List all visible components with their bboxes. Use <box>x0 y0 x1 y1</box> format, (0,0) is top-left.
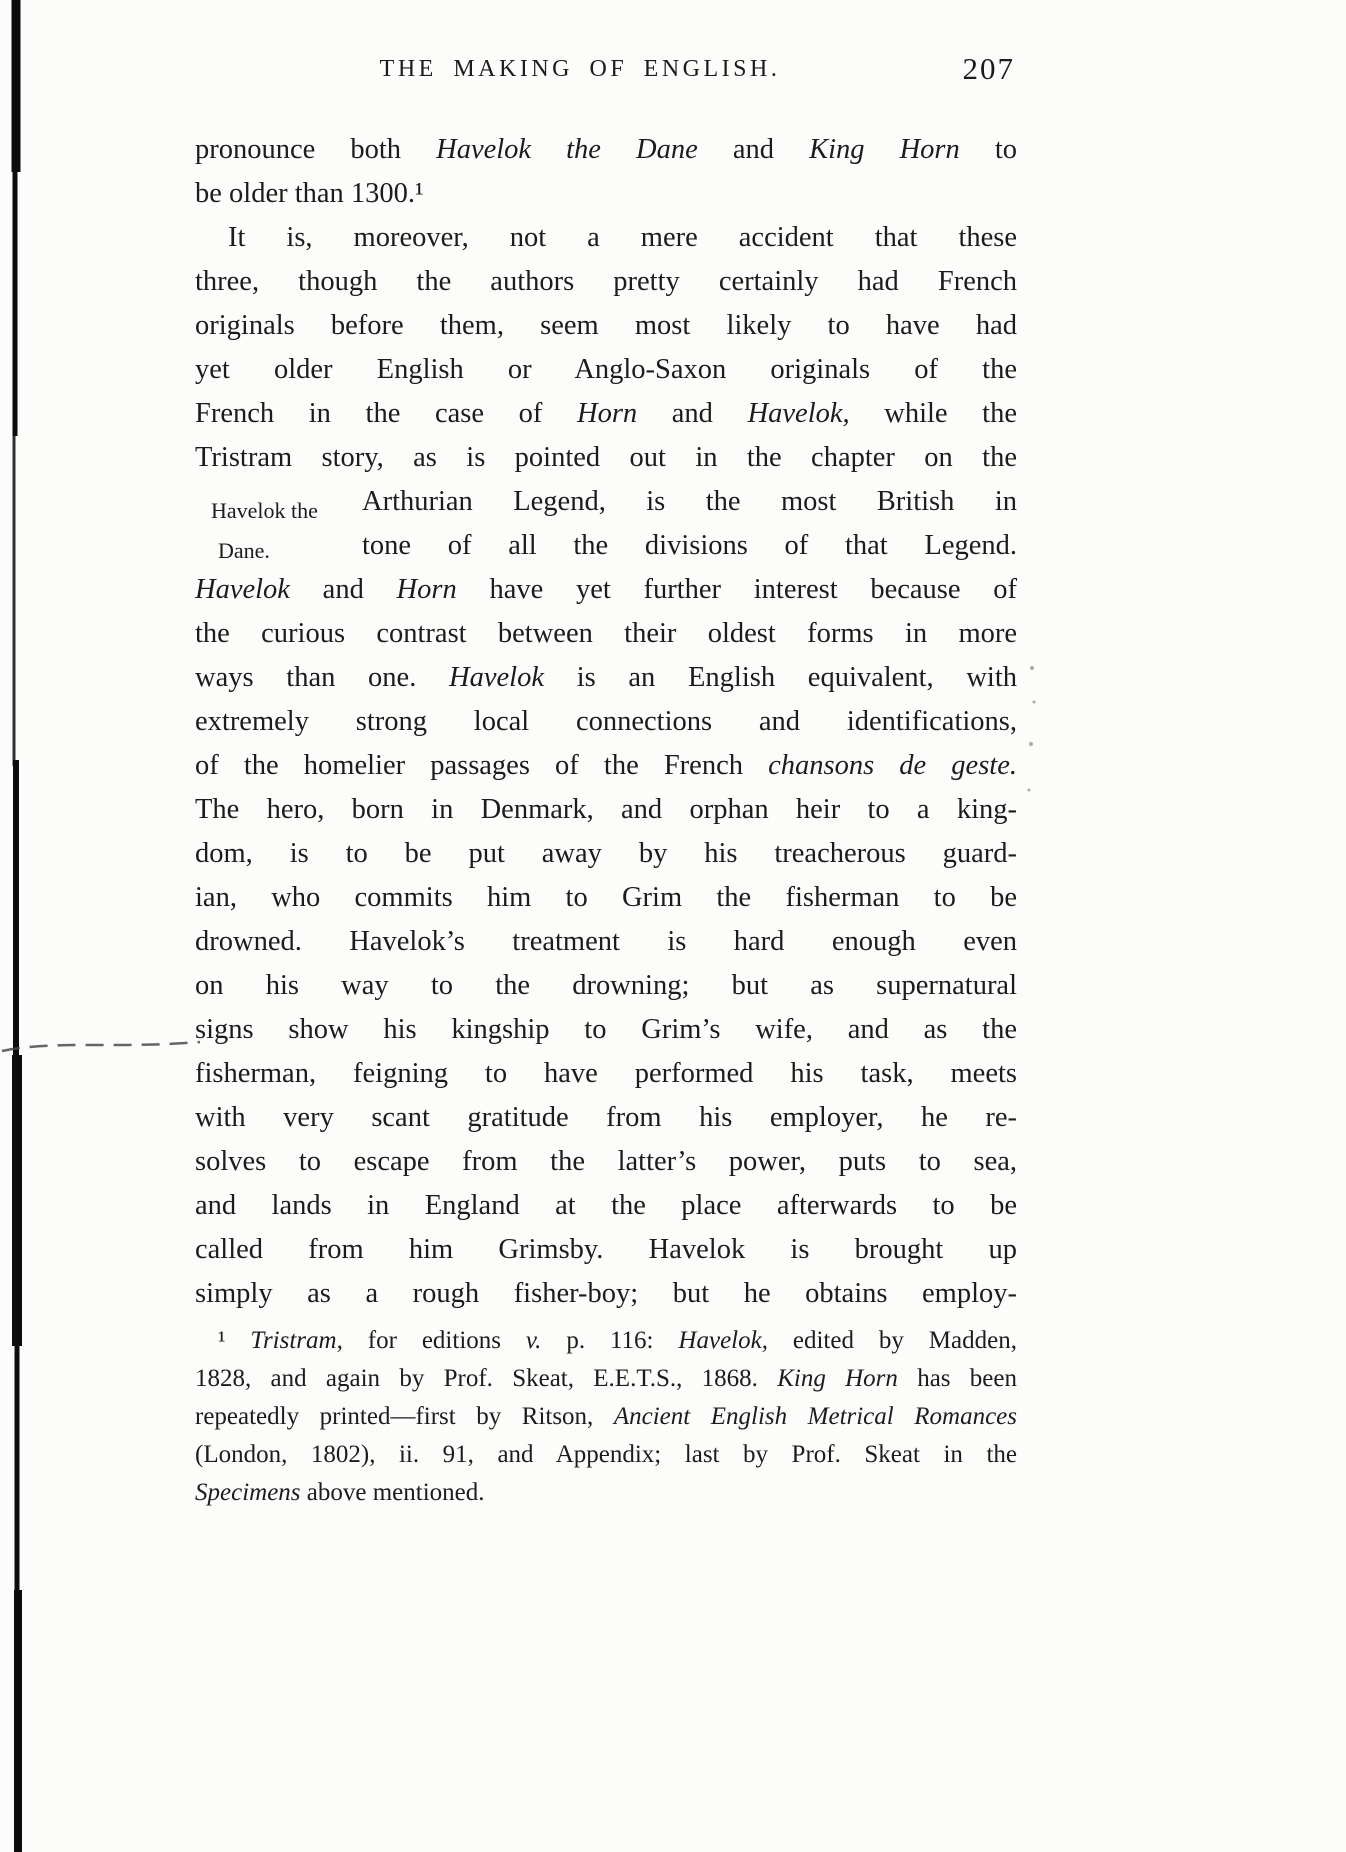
body-line <box>195 392 1017 436</box>
body-line <box>195 1228 1017 1272</box>
body-line <box>195 1008 1017 1052</box>
page-number: 207 <box>962 51 1015 86</box>
text-run: Tristram story, as is pointed out in the chapter on the <box>195 442 1017 473</box>
text-run: drowned. Havelok’s treatment is hard enough even <box>195 926 1017 957</box>
text-run: tone of all the divisions of that Legend. <box>362 530 1017 561</box>
body-line <box>195 128 1017 172</box>
italic-text: King Horn <box>777 1365 898 1392</box>
text-run: 1828, and again by Prof. Skeat, E.E.T.S., 1868. <box>195 1365 778 1392</box>
text-run: of the homelier passages of the French <box>195 750 769 781</box>
text-run: for editions <box>342 1327 526 1354</box>
text-run: (London, 1802), ii. 91, and Appendix; last by Prof. Skeat in the <box>195 1441 1017 1468</box>
text-run: originals before them, seem most likely to have had <box>195 310 1017 341</box>
text-run: on his way to the drowning; but as supernatural <box>195 970 1017 1001</box>
footnote-line <box>195 1474 1017 1512</box>
text-run: dom, is to be put away by his treacherous guard- <box>195 838 1017 869</box>
body-line <box>195 568 1017 612</box>
text-run: signs show his kingship to Grim’s wife, and as the <box>195 1014 1017 1045</box>
body-text <box>195 128 1017 1316</box>
text-run: French in the case of <box>195 398 577 429</box>
body-line <box>195 612 1017 656</box>
footnote-line <box>195 1322 1017 1360</box>
body-line <box>195 480 1017 524</box>
text-run: p. 116: <box>541 1327 679 1354</box>
body-line <box>195 788 1017 832</box>
italic-text: Havelok, <box>747 398 850 429</box>
book-title: THE MAKING OF ENGLISH. <box>379 56 781 82</box>
italic-text: Havelok <box>449 662 544 693</box>
binding-edge-artifact <box>14 0 18 1852</box>
italic-text: chansons de geste. <box>768 750 1017 781</box>
text-run: and <box>289 574 397 605</box>
text-run: be older than 1300.¹ <box>195 178 424 209</box>
text-run: above mentioned. <box>300 1479 485 1506</box>
body-line <box>195 436 1017 480</box>
italic-text: Specimens <box>195 1479 301 1506</box>
text-run: Arthurian Legend, is the most British in <box>362 486 1017 517</box>
text-run: fisherman, feigning to have performed his task, meets <box>195 1058 1017 1089</box>
text-run: and lands in England at the place afterwards to be <box>195 1190 1017 1221</box>
speck-artifacts <box>1028 666 1036 792</box>
text-run: edited by Madden, <box>767 1327 1017 1354</box>
italic-text: Ancient English Metrical Romances <box>613 1403 1018 1430</box>
text-run: ways than one. <box>195 662 450 693</box>
text-run: to <box>959 134 1018 165</box>
body-line <box>195 1272 1017 1316</box>
body-line <box>195 832 1017 876</box>
italic-text: Horn <box>576 398 638 429</box>
text-run: called from him Grimsby. Havelok is brought up <box>195 1234 1017 1265</box>
body-line <box>195 172 1017 216</box>
text-run: and <box>637 398 748 429</box>
text-run: simply as a rough fisher-boy; but he obtains employ- <box>195 1278 1017 1309</box>
italic-text: v. <box>525 1327 542 1354</box>
body-line <box>195 524 1017 568</box>
body-line <box>195 876 1017 920</box>
text-run: The hero, born in Denmark, and orphan heir to a king- <box>195 794 1017 825</box>
italic-text: Havelok, <box>678 1327 768 1354</box>
italic-text: Havelok the Dane <box>436 134 698 165</box>
text-run: solves to escape from the latter’s power, puts to sea, <box>195 1146 1017 1177</box>
italic-text: Tristram, <box>250 1327 343 1354</box>
body-line <box>195 1096 1017 1140</box>
text-run: extremely strong local connections and identifications, <box>195 706 1017 737</box>
text-run: and <box>697 134 810 165</box>
text-run: have yet further interest because of <box>456 574 1017 605</box>
italic-text: Havelok <box>195 574 290 605</box>
body-line <box>195 744 1017 788</box>
body-line <box>195 260 1017 304</box>
body-line <box>195 1140 1017 1184</box>
text-run: repeatedly printed—first by Ritson, <box>195 1403 614 1430</box>
text-run: ian, who commits him to Grim the fisherman to be <box>195 882 1017 913</box>
text-run: pronounce both <box>195 134 437 165</box>
margin-note-line: Havelok the <box>211 498 318 523</box>
footnote-line <box>195 1436 1017 1474</box>
text-run: yet older English or Anglo-Saxon originals of the <box>195 354 1017 385</box>
footnote-line <box>195 1360 1017 1398</box>
body-line <box>195 1184 1017 1228</box>
italic-text: Horn <box>396 574 457 605</box>
text-run: is an English equivalent, with <box>543 662 1017 693</box>
text-run: with very scant gratitude from his employer, he re- <box>195 1102 1017 1133</box>
body-line <box>195 216 1017 260</box>
body-line <box>195 304 1017 348</box>
text-run: the curious contrast between their oldest forms in more <box>195 618 1017 649</box>
body-line <box>195 656 1017 700</box>
margin-note-line: Dane. <box>218 538 270 563</box>
text-run: It is, moreover, not a mere accident that these <box>228 222 1017 253</box>
pencil-mark-artifact <box>2 1042 200 1051</box>
body-line <box>195 700 1017 744</box>
body-line <box>195 348 1017 392</box>
italic-text: King Horn <box>809 134 960 165</box>
body-line <box>195 964 1017 1008</box>
text-run: ¹ <box>218 1327 251 1354</box>
body-line <box>195 920 1017 964</box>
text-run: while the <box>849 398 1018 429</box>
running-header <box>195 51 1017 98</box>
text-run: has been <box>897 1365 1017 1392</box>
footnote <box>195 1322 1017 1512</box>
text-run: three, though the authors pretty certainly had French <box>195 266 1017 297</box>
footnote-line <box>195 1398 1017 1436</box>
body-line <box>195 1052 1017 1096</box>
